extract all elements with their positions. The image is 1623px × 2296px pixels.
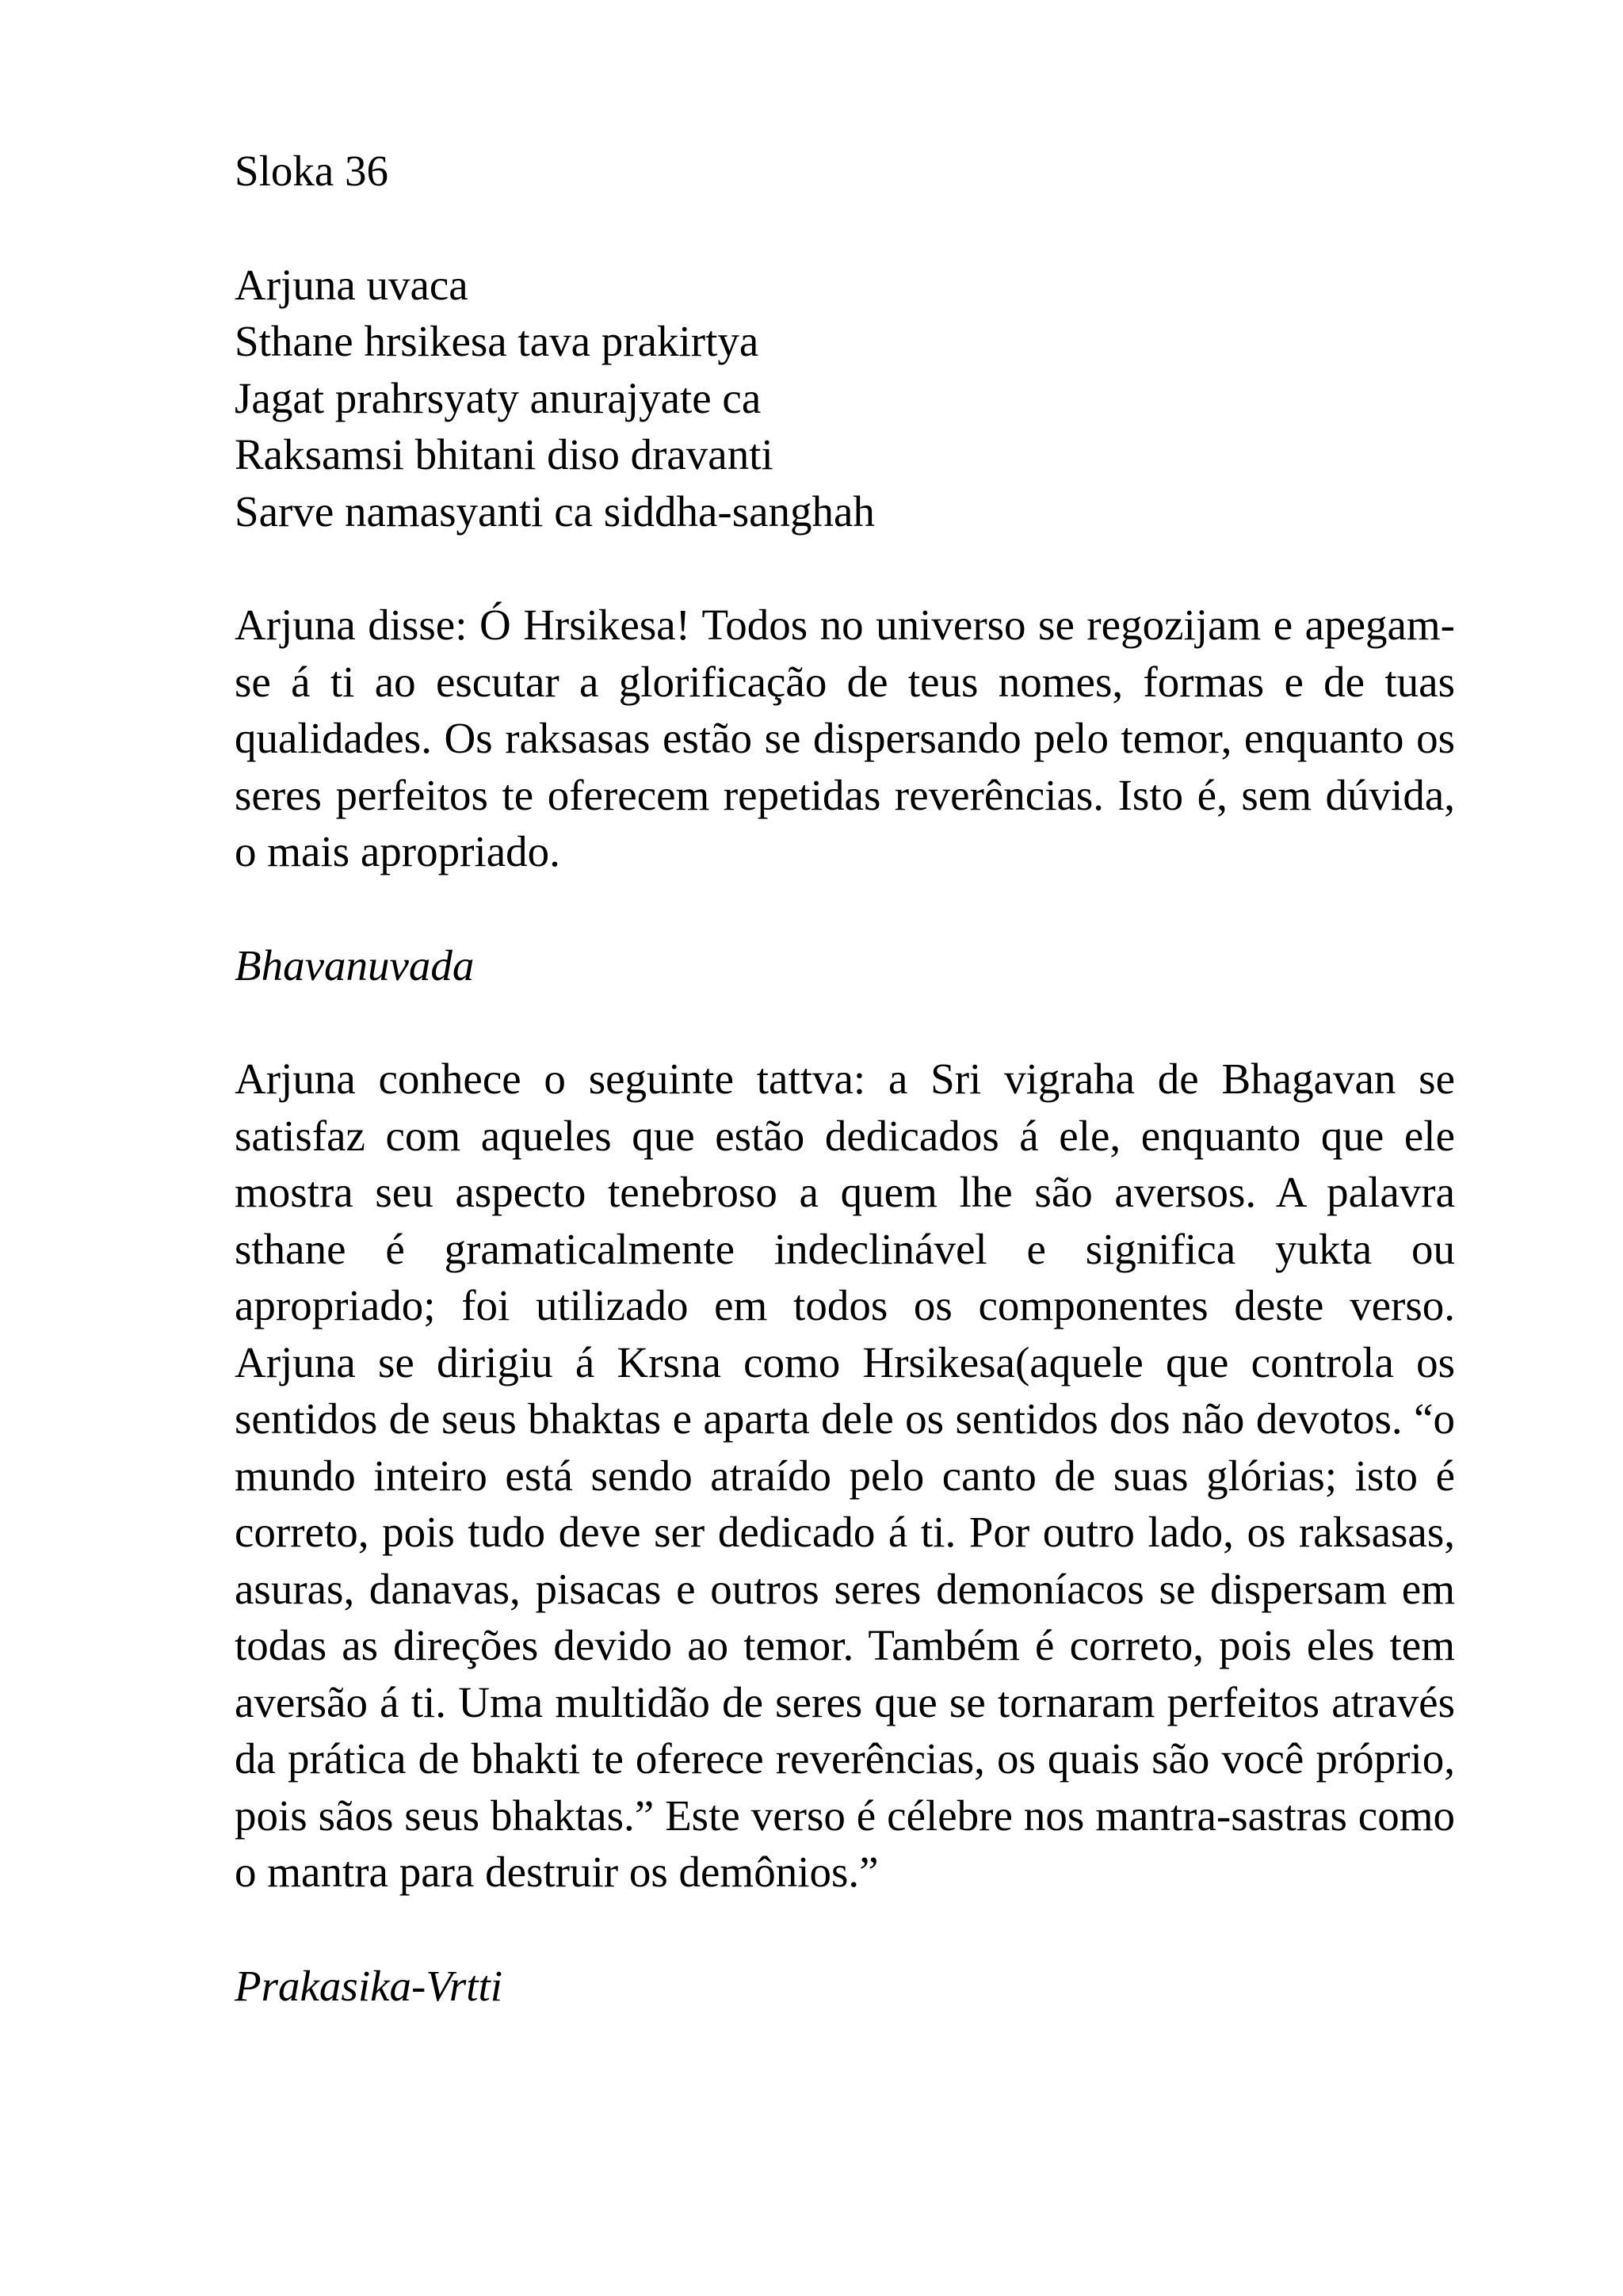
- translation-paragraph: Arjuna disse: Ó Hrsikesa! Todos no universo se regozijam e apegam-se á ti ao escutar a glorificação de teus nomes, formas e de tuas qualidades. Os raksasas estão se dispersando pelo temor, enquanto os seres perfeitos te oferecem repetidas reverências. Isto é, sem dúvida, o mais apropriado.: [235, 601, 1455, 875]
- sloka-heading: Sloka 36: [235, 147, 389, 195]
- verse-line: Sthane hrsikesa tava prakirtya: [235, 317, 759, 365]
- document-page: [235, 143, 1455, 2071]
- sanskrit-verse: [235, 257, 1455, 540]
- commentary-paragraph: Arjuna conhece o seguinte tattva: a Sri vigraha de Bhagavan se satisfaz com aqueles que estão dedicados á ele, enquanto que ele mostra seu aspecto tenebroso a quem lhe são aversos. A palavra sthane é gramaticalmente indeclinável e significa yukta ou apropriado; foi utilizado em todos os componentes deste verso. Arjuna se dirigiu á Krsna como Hrsikesa(aquele que controla os sentidos de seus bhaktas e aparta dele os sentidos dos não devotos. “o mundo inteiro está sendo atraído pelo canto de suas glórias; isto é correto, pois tudo deve ser dedicado á ti. Por outro lado, os raksasas, asuras, danavas, pisacas e outros seres demoníacos se dispersam em todas as direções devido ao temor. Também é correto, pois eles tem aversão á ti. Uma multidão de seres que se tornaram perfeitos através da prática de bhakti te oferece reverências, os quais são você próprio, pois sãos seus bhaktas.” Este verso é célebre nos mantra-sastras como o mantra para destruir os demônios.”: [235, 1055, 1455, 1896]
- verse-line: Sarve namasyanti ca siddha-sanghah: [235, 486, 875, 536]
- section-heading-prakasika-vrtti: Prakasika-Vrtti: [235, 1961, 503, 2010]
- verse-line: Jagat prahrsyaty anurajyate ca: [235, 373, 762, 422]
- verse-line: Raksamsi bhitani diso dravanti: [235, 430, 773, 479]
- section-heading-bhavanuvada: Bhavanuvada: [235, 940, 475, 990]
- verse-line: Arjuna uvaca: [235, 260, 468, 309]
